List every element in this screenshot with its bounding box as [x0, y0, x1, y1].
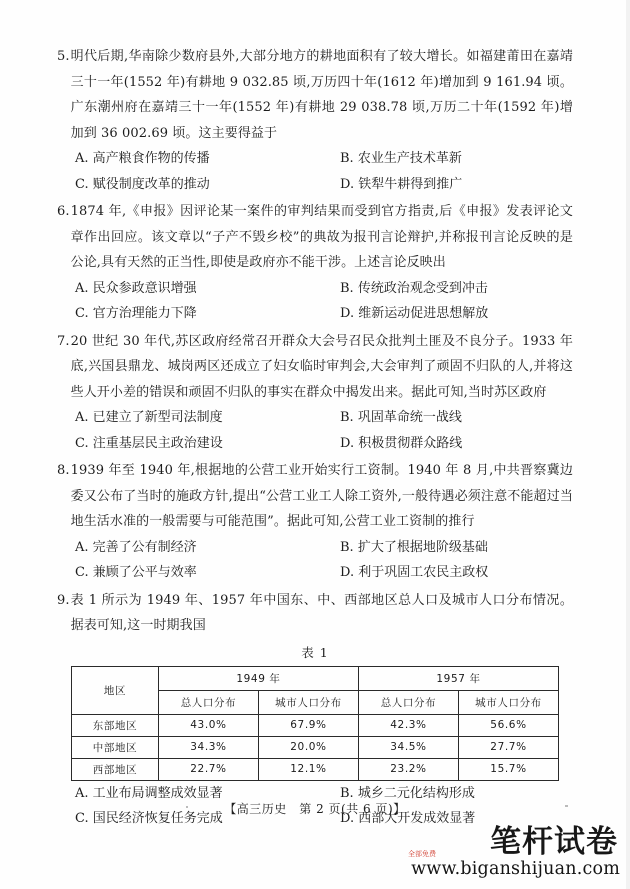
question-7-option-d[interactable]: D. 积极贯彻群众路线 [340, 435, 463, 451]
question-5-option-d[interactable]: D. 铁犁牛耕得到推广 [340, 176, 463, 192]
table-cell-1949-total: 22.7% [158, 758, 258, 780]
question-5 [57, 44, 573, 197]
question-9-option-a[interactable]: A. 工业布局调整成效显著 [75, 785, 223, 801]
question-6-options [57, 276, 573, 327]
table-corner-header: 地区 [72, 666, 159, 714]
question-8-number: 8. [57, 463, 70, 478]
table-cell-1957-total: 42.3% [358, 714, 458, 736]
question-9-number: 9. [57, 592, 70, 608]
table-header-row-years [72, 666, 559, 690]
question-9-option-c[interactable]: C. 国民经济恢复任务完成 [75, 811, 223, 826]
watermark-brand: 笔杆试卷 [490, 824, 618, 860]
table-caption: 表 1 [301, 644, 329, 660]
table-cell-1949-total: 34.3% [158, 736, 258, 758]
question-7-stem: 20 世纪 30 年代,苏区政府经常召开群众大会号召民众批判土匪及不良分子。1933 年底,兴国县鼎龙、城岗两区还成立了妇女临时审判会,大会审判了顽固不归队的人,并将这些人开小差的错误和顽固不归队的事实在群众中揭发出来。据此可知,当时苏区政府 [70, 333, 573, 400]
question-5-options [57, 146, 573, 197]
scan-edge-artifact [626, 0, 630, 889]
table-row [72, 736, 559, 758]
question-6-option-b[interactable]: B. 传统政治观念受到冲击 [340, 280, 488, 296]
table-cell-1957-total: 34.5% [358, 736, 458, 758]
question-6 [57, 199, 573, 327]
question-8-option-d[interactable]: D. 利于巩固工农民主政权 [340, 565, 489, 580]
table-header-year-1949: 1949 年 [158, 666, 358, 690]
question-7-option-b[interactable]: B. 巩固革命统一战线 [340, 410, 462, 425]
question-8-option-a[interactable]: A. 完善了公有制经济 [75, 539, 197, 555]
table-cell-1957-urban: 27.7% [458, 736, 558, 758]
question-7-option-c[interactable]: C. 注重基层民主政治建设 [75, 435, 223, 451]
question-7 [57, 329, 573, 457]
table-cell-1957-total: 23.2% [358, 758, 458, 780]
question-5-number: 5. [57, 49, 70, 64]
question-5-body [57, 44, 573, 146]
question-6-option-a[interactable]: A. 民众参政意识增强 [75, 280, 197, 296]
table-head [72, 666, 559, 714]
question-list [57, 44, 573, 834]
watermark [408, 826, 622, 879]
page-footer: 【高三历史 第 2 页(共 6 页)】 [224, 802, 406, 816]
question-8-body [57, 458, 573, 535]
table-header-year-1957: 1957 年 [358, 666, 558, 690]
question-9-stem: 表 1 所示为 1949 年、1957 年中国东、中、西部地区总人口及城市人口分布情况。据表可知,这一时期我国 [70, 592, 573, 633]
table-subheader-1957-urban: 城市人口分布 [458, 690, 558, 714]
table-row [72, 714, 559, 736]
question-7-number: 7. [57, 333, 70, 349]
question-7-options [57, 405, 573, 456]
question-9-body [57, 588, 573, 639]
question-6-body [57, 199, 573, 276]
question-7-body [57, 329, 573, 406]
table-row [72, 758, 559, 780]
question-9 [57, 588, 573, 832]
watermark-free-badge: 全部免费 [408, 850, 436, 858]
table-subheader-1957-total: 总人口分布 [358, 690, 458, 714]
watermark-url: www.biganshijuan.com [411, 859, 620, 879]
table-subheader-1949-urban: 城市人口分布 [258, 690, 358, 714]
question-5-option-b[interactable]: B. 农业生产技术革新 [340, 151, 462, 166]
table-cell-1949-urban: 20.0% [258, 736, 358, 758]
question-7-option-a[interactable]: A. 已建立了新型司法制度 [75, 410, 223, 425]
table-row-region: 中部地区 [72, 736, 159, 758]
table-subheader-1949-total: 总人口分布 [158, 690, 258, 714]
table-cell-1957-urban: 15.7% [458, 758, 558, 780]
question-6-option-c[interactable]: C. 官方治理能力下降 [75, 306, 197, 321]
question-8-option-b[interactable]: B. 扩大了根据地阶级基础 [340, 539, 488, 555]
question-5-stem: 明代后期,华南除少数府县外,大部分地方的耕地面积有了较大增长。如福建莆田在嘉靖三十一年(1552 年)有耕地 9 032.85 顷,万历四十年(1612 年)增加到 9 161.94 顷。广东潮州府在嘉靖三十一年(1552 年)有耕地 29 038.78 顷,万历二十年(1592 年)增加到 36 002.69 顷。这主要得益于 [70, 49, 573, 141]
question-9-option-b[interactable]: B. 城乡二元化结构形成 [340, 785, 475, 801]
question-6-stem: 1874 年,《申报》因评论某一案件的审判结果而受到官方指责,后《申报》发表评论文章作出回应。该文章以“子产不毁乡校”的典故为报刊言论辩护,并称报刊言论反映的是公论,具有天然的正当性,即使是政府亦不能干涉。上述言论反映出 [70, 204, 573, 270]
population-table-wrap [57, 666, 573, 781]
question-5-option-a[interactable]: A. 高产粮食作物的传播 [75, 151, 210, 166]
table-cell-1957-urban: 56.6% [458, 714, 558, 736]
question-6-number: 6. [57, 204, 70, 219]
question-8-stem: 1939 年至 1940 年,根据地的公营工业开始实行工资制。1940 年 8 月,中共晋察冀边委又公布了当时的施政方针,提出“公营工业工人除工资外,一般待遇必须注意不能超过当地生活水准的一般需要与可能范围”。据此可知,公营工业工资制的推行 [70, 463, 573, 529]
question-9-option-d[interactable]: D. 西部大开发成效显著 [340, 811, 476, 826]
table-row-region: 西部地区 [72, 758, 159, 780]
question-6-option-d[interactable]: D. 维新运动促进思想解放 [340, 306, 489, 321]
table-cell-1949-total: 43.0% [158, 714, 258, 736]
question-5-option-c[interactable]: C. 赋役制度改革的推动 [75, 176, 210, 192]
table-cell-1949-urban: 12.1% [258, 758, 358, 780]
question-8-options [57, 535, 573, 586]
table-cell-1949-urban: 67.9% [258, 714, 358, 736]
table-body [72, 714, 559, 780]
question-8-option-c[interactable]: C. 兼顾了公平与效率 [75, 565, 197, 580]
population-distribution-table [71, 666, 559, 781]
question-8 [57, 458, 573, 586]
table-row-region: 东部地区 [72, 714, 159, 736]
